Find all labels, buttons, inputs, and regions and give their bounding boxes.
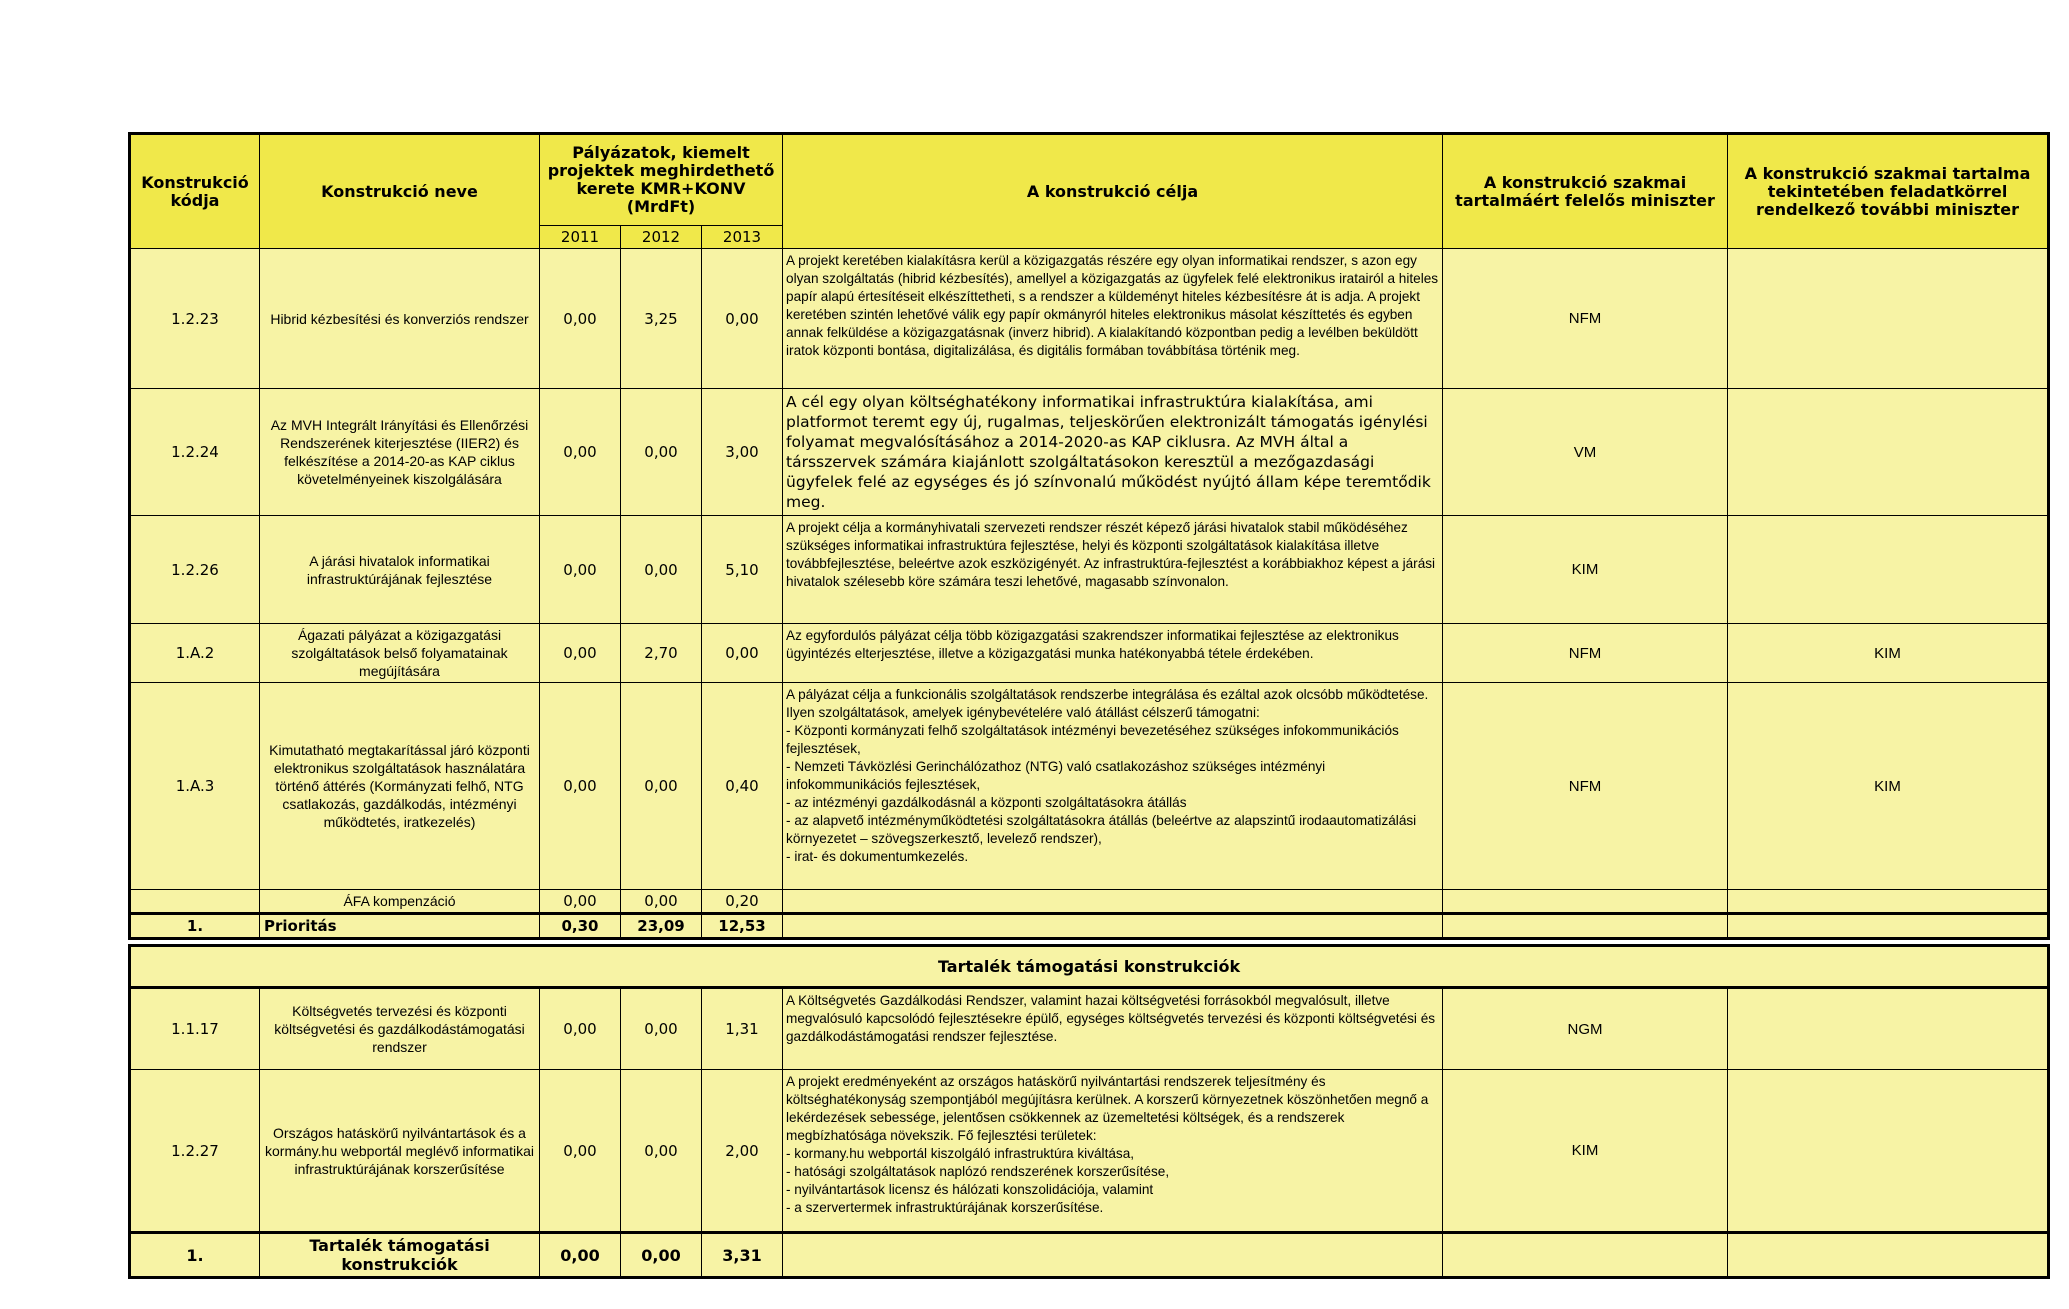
afa-other-minister	[1728, 890, 2049, 914]
header-goal: A konstrukció célja	[783, 134, 1443, 249]
reserve-total-label: Tartalék támogatási konstrukciók	[260, 1233, 540, 1278]
row-value-2013: 2,00	[702, 1070, 783, 1233]
row-other-minister	[1728, 249, 2049, 389]
row-code: 1.A.3	[130, 683, 260, 890]
row-goal: A projekt célja a kormányhivatali szervezeti rendszer részét képező járási hivatalok stabil működéséhez szükséges informatikai infrastruktúra fejlesztése, helyi és központi szolgáltatások kialakítása illetve továbbfejlesztése, beleértve azok eszközigényét. Az infrastruktúra-fejlesztést a korábbiakhoz képest a járási hivatalok szélesebb köre számára teszi lehetővé, magasabb színvonalon.	[783, 516, 1443, 624]
row-value-2013: 1,31	[702, 988, 783, 1070]
afa-name: ÁFA kompenzáció	[260, 890, 540, 914]
afa-goal	[783, 890, 1443, 914]
reserve-total-code: 1.	[130, 1233, 260, 1278]
total-value-2012: 23,09	[621, 914, 702, 939]
table-row	[130, 249, 2049, 389]
row-other-minister	[1728, 516, 2049, 624]
row-value-2013: 0,40	[702, 683, 783, 890]
total-other-minister	[1728, 914, 2049, 939]
row-value-2013: 0,00	[702, 624, 783, 683]
row-value-2011: 0,00	[540, 683, 621, 890]
afa-row	[130, 890, 2049, 914]
row-value-2013: 0,00	[702, 249, 783, 389]
total-value-2011: 0,30	[540, 914, 621, 939]
afa-value-2013: 0,20	[702, 890, 783, 914]
afa-minister	[1443, 890, 1728, 914]
row-minister: NGM	[1443, 988, 1728, 1070]
reserve-total-value-2011: 0,00	[540, 1233, 621, 1278]
total-value-2013: 12,53	[702, 914, 783, 939]
goal-line: - kormany.hu webportál kiszolgáló infrastruktúra kiváltása,	[786, 1146, 1135, 1161]
row-goal	[783, 1070, 1443, 1233]
afa-value-2012: 0,00	[621, 890, 702, 914]
header-year-2012: 2012	[621, 226, 702, 249]
reserve-total-value-2012: 0,00	[621, 1233, 702, 1278]
row-name: Költségvetés tervezési és központi költségvetési és gazdálkodástámogatási rendszer	[260, 988, 540, 1070]
table-row	[130, 624, 2049, 683]
total-label: Prioritás	[260, 914, 540, 939]
table-row	[130, 988, 2049, 1070]
reserve-total-goal	[783, 1233, 1443, 1278]
row-other-minister	[1728, 1070, 2049, 1233]
reserve-total-other-minister	[1728, 1233, 2049, 1278]
header-other-minister: A konstrukció szakmai tartalma tekintetében feladatkörrel rendelkező további miniszter	[1728, 134, 2049, 249]
table-row	[130, 516, 2049, 624]
row-code: 1.A.2	[130, 624, 260, 683]
goal-line: A projekt eredményeként az országos hatáskörű nyilvántartási rendszerek teljesítmény és költséghatékonyság szempontjából megújításra kerülnek. A korszerű környezetnek köszönhetően megnő a lekérdezések sebessége, jelentősen csökkennek az üzemeltetési költségek, és a rendszerek megbízhatósága növekszik. Fő fejlesztési területek:	[786, 1074, 1429, 1143]
row-code: 1.2.24	[130, 389, 260, 516]
row-name: A járási hivatalok informatikai infrastruktúrájának fejlesztése	[260, 516, 540, 624]
reserve-total-row	[130, 1233, 2049, 1278]
row-goal: A cél egy olyan költséghatékony informatikai infrastruktúra kialakítása, ami platformot teremt egy új, rugalmas, teljeskörűen elektronizált támogatás igénylési folyamat megvalósításához a 2014-2020-as KAP ciklusra. Az MVH által a társszervek számára kiajánlott szolgáltatásokon keresztül a mezőgazdasági ügyfelek felé az egységes és jó színvonalú működést nyújtó állam képe teremtődik meg.	[783, 389, 1443, 516]
row-code: 1.2.26	[130, 516, 260, 624]
row-minister: NFM	[1443, 624, 1728, 683]
goal-line: - irat- és dokumentumkezelés.	[786, 849, 969, 864]
table-row	[130, 389, 2049, 516]
row-other-minister: KIM	[1728, 624, 2049, 683]
row-value-2011: 0,00	[540, 516, 621, 624]
total-goal	[783, 914, 1443, 939]
reserve-total-minister	[1443, 1233, 1728, 1278]
priority-total-row	[130, 914, 2049, 939]
header-name: Konstrukció neve	[260, 134, 540, 249]
main-construction-table	[128, 132, 2050, 940]
table-row	[130, 1070, 2049, 1233]
goal-line: - Nemzeti Távközlési Gerinchálózathoz (NTG) való csatlakozáshoz szükséges intézményi infokommunikációs fejlesztések,	[786, 759, 1326, 792]
row-value-2011: 0,00	[540, 389, 621, 516]
row-value-2012: 0,00	[621, 389, 702, 516]
reserve-construction-table	[128, 944, 2050, 1279]
row-minister: KIM	[1443, 1070, 1728, 1233]
row-name: Országos hatáskörű nyilvántartások és a kormány.hu webportál meglévő informatikai infrastruktúrájának korszerűsítése	[260, 1070, 540, 1233]
row-other-minister	[1728, 988, 2049, 1070]
row-value-2013: 5,10	[702, 516, 783, 624]
row-name: Hibrid kézbesítési és konverziós rendszer	[260, 249, 540, 389]
row-value-2012: 0,00	[621, 988, 702, 1070]
row-value-2011: 0,00	[540, 1070, 621, 1233]
goal-line: - nyilvántartások licensz és hálózati konszolidációja, valamint	[786, 1182, 1154, 1197]
goal-line: A pályázat célja a funkcionális szolgáltatások rendszerbe integrálása és ezáltal azok olcsóbb működtetése. Ilyen szolgáltatások, amelyek igénybevételére való átállást célszerű támogatni:	[786, 687, 1429, 720]
reserve-total-value-2013: 3,31	[702, 1233, 783, 1278]
header-code: Konstrukció kódja	[130, 134, 260, 249]
row-value-2012: 2,70	[621, 624, 702, 683]
row-value-2012: 0,00	[621, 1070, 702, 1233]
row-minister: KIM	[1443, 516, 1728, 624]
row-value-2013: 3,00	[702, 389, 783, 516]
row-value-2012: 0,00	[621, 516, 702, 624]
row-goal: A Költségvetés Gazdálkodási Rendszer, valamint hazai költségvetési forrásokból megvalósult, illetve megvalósuló kapcsolódó fejlesztésekre épülő, egységes költségvetés tervezési és központi költségvetési és gazdálkodástámogatási rendszer fejlesztése.	[783, 988, 1443, 1070]
row-minister: NFM	[1443, 249, 1728, 389]
row-goal	[783, 683, 1443, 890]
header-minister: A konstrukció szakmai tartalmáért felelős miniszter	[1443, 134, 1728, 249]
row-value-2011: 0,00	[540, 624, 621, 683]
row-minister: NFM	[1443, 683, 1728, 890]
row-other-minister: KIM	[1728, 683, 2049, 890]
row-value-2012: 0,00	[621, 683, 702, 890]
row-name: Az MVH Integrált Irányítási és Ellenőrzési Rendszerének kiterjesztése (IIER2) és felkészítése a 2014-20-as KAP ciklus követelményeinek kiszolgálására	[260, 389, 540, 516]
row-value-2011: 0,00	[540, 249, 621, 389]
row-minister: VM	[1443, 389, 1728, 516]
row-name: Ágazati pályázat a közigazgatási szolgáltatások belső folyamatainak megújítására	[260, 624, 540, 683]
row-other-minister	[1728, 389, 2049, 516]
total-code: 1.	[130, 914, 260, 939]
total-minister	[1443, 914, 1728, 939]
goal-line: - az alapvető intézményműködtetési szolgáltatásokra átállás (beleértve az alapszintű irodaautomatizálási környezetet – szövegszerkesztő, levelező rendszer),	[786, 813, 1417, 846]
header-year-2013: 2013	[702, 226, 783, 249]
header-budget: Pályázatok, kiemelt projektek meghirdethető kerete KMR+KONV (MrdFt)	[540, 134, 783, 226]
row-code: 1.1.17	[130, 988, 260, 1070]
goal-line: - Központi kormányzati felhő szolgáltatások intézményi bevezetéséhez szükséges infokommunikációs fejlesztések,	[786, 723, 1399, 756]
afa-value-2011: 0,00	[540, 890, 621, 914]
header-year-2011: 2011	[540, 226, 621, 249]
goal-line: - az intézményi gazdálkodásnál a központi szolgáltatásokra átállás	[786, 795, 1187, 810]
row-goal: Az egyfordulós pályázat célja több közigazgatási szakrendszer informatikai fejlesztése az elektronikus ügyintézés elterjesztése, illetve a közigazgatási munka hatékonyabbá tétele érdekében.	[783, 624, 1443, 683]
row-code: 1.2.27	[130, 1070, 260, 1233]
row-goal: A projekt keretében kialakításra kerül a közigazgatás részére egy olyan informatikai rendszer, s azon egy olyan szolgáltatás (hibrid kézbesítés), amellyel a közigazgatás az ügyfelek felé elektronikus iratairól a hiteles papír alapú értesítéseit elkészíttetheti, s a rendszer a küldeményt hiteles kézbesítésre át is adja. A projekt keretében szintén lehetővé válik egy papír okmányról hiteles elektronikus másolat készíttetés és egyben annak felküldése a közigazgatásnak (inverz hibrid). A kialakítandó központban pedig a levélben beküldött iratok központi bontása, digitalizálása, és digitális formában továbbítása történik meg.	[783, 249, 1443, 389]
goal-line: - hatósági szolgáltatások naplózó rendszerének korszerűsítése,	[786, 1164, 1170, 1179]
goal-line: - a szervertermek infrastruktúrájának korszerűsítése.	[786, 1200, 1104, 1215]
row-value-2012: 3,25	[621, 249, 702, 389]
reserve-section-title: Tartalék támogatási konstrukciók	[130, 946, 2049, 988]
afa-code	[130, 890, 260, 914]
row-value-2011: 0,00	[540, 988, 621, 1070]
table-row	[130, 683, 2049, 890]
row-name: Kimutatható megtakarítással járó központi elektronikus szolgáltatások használatára történő áttérés (Kormányzati felhő, NTG csatlakozás, gazdálkodás, intézményi működtetés, iratkezelés)	[260, 683, 540, 890]
row-code: 1.2.23	[130, 249, 260, 389]
